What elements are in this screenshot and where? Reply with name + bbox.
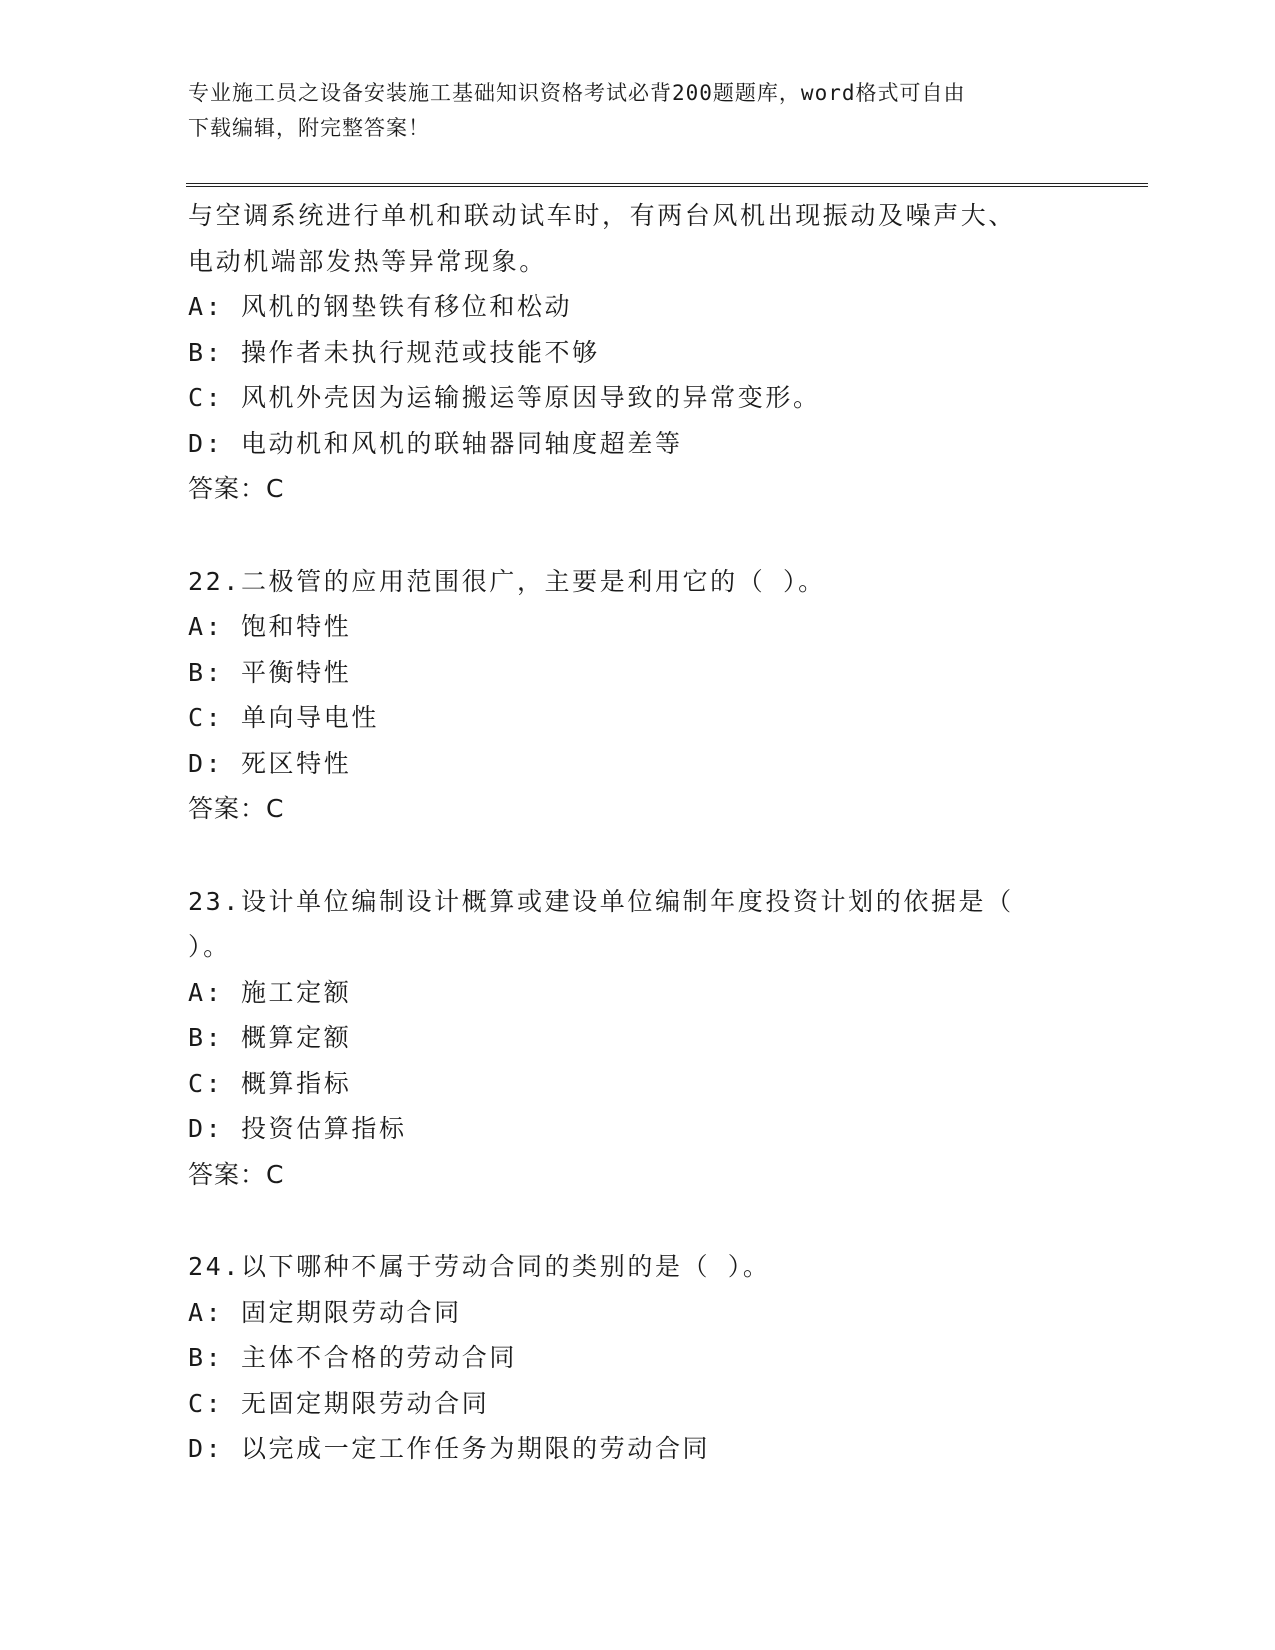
answer-line: 答案：C — [188, 1159, 285, 1189]
option-a: A: 饱和特性 — [188, 612, 352, 641]
option-b: B: 平衡特性 — [188, 657, 352, 687]
header-line-2: 下载编辑，附完整答案！ — [188, 116, 430, 140]
document-page — [188, 76, 1148, 1472]
question-24 — [188, 1244, 1148, 1472]
option-b: B: 操作者未执行规范或技能不够 — [188, 337, 600, 367]
question-21 — [188, 193, 1148, 512]
question-stem: 与空调系统进行单机和联动试车时，有两台风机出现振动及噪声大、 — [188, 201, 1017, 230]
option-a: A: 固定期限劳动合同 — [188, 1297, 462, 1327]
option-d: D: 死区特性 — [188, 748, 352, 778]
question-stem: 23.设计单位编制设计概算或建设单位编制年度投资计划的依据是（ — [188, 886, 1014, 916]
option-c: C: 风机外壳因为运输搬运等原因导致的异常变形。 — [188, 383, 821, 412]
question-stem: 22.二极管的应用范围很广，主要是利用它的（ ）。 — [188, 566, 826, 596]
option-b: B: 概算定额 — [188, 1023, 352, 1052]
option-c: C: 单向导电性 — [188, 703, 379, 732]
option-a: A: 施工定额 — [188, 977, 352, 1007]
option-a: A: 风机的钢垫铁有移位和松动 — [188, 292, 573, 321]
question-spacer — [188, 1197, 1148, 1244]
question-stem: 24.以下哪种不属于劳动合同的类别的是（ ）。 — [188, 1252, 771, 1281]
option-d: D: 投资估算指标 — [188, 1114, 407, 1143]
question-23 — [188, 879, 1148, 1198]
question-stem-continued: 电动机端部发热等异常现象。 — [188, 246, 547, 276]
option-d: D: 电动机和风机的联轴器同轴度超差等 — [188, 428, 683, 458]
header-divider — [186, 183, 1148, 187]
option-d: D: 以完成一定工作任务为期限的劳动合同 — [188, 1434, 711, 1463]
answer-line: 答案：C — [188, 794, 285, 823]
option-c: C: 概算指标 — [188, 1068, 352, 1098]
question-22 — [188, 559, 1148, 832]
question-stem-continued: ）。 — [188, 932, 231, 961]
question-spacer — [188, 512, 1148, 559]
answer-line: 答案：C — [188, 474, 285, 503]
question-spacer — [188, 832, 1148, 879]
header-line-1: 专业施工员之设备安装施工基础知识资格考试必背200题题库，word格式可自由 — [188, 81, 966, 105]
question-list — [188, 193, 1148, 1472]
document-header — [188, 76, 1068, 146]
option-b: B: 主体不合格的劳动合同 — [188, 1343, 517, 1372]
option-c: C: 无固定期限劳动合同 — [188, 1388, 490, 1418]
